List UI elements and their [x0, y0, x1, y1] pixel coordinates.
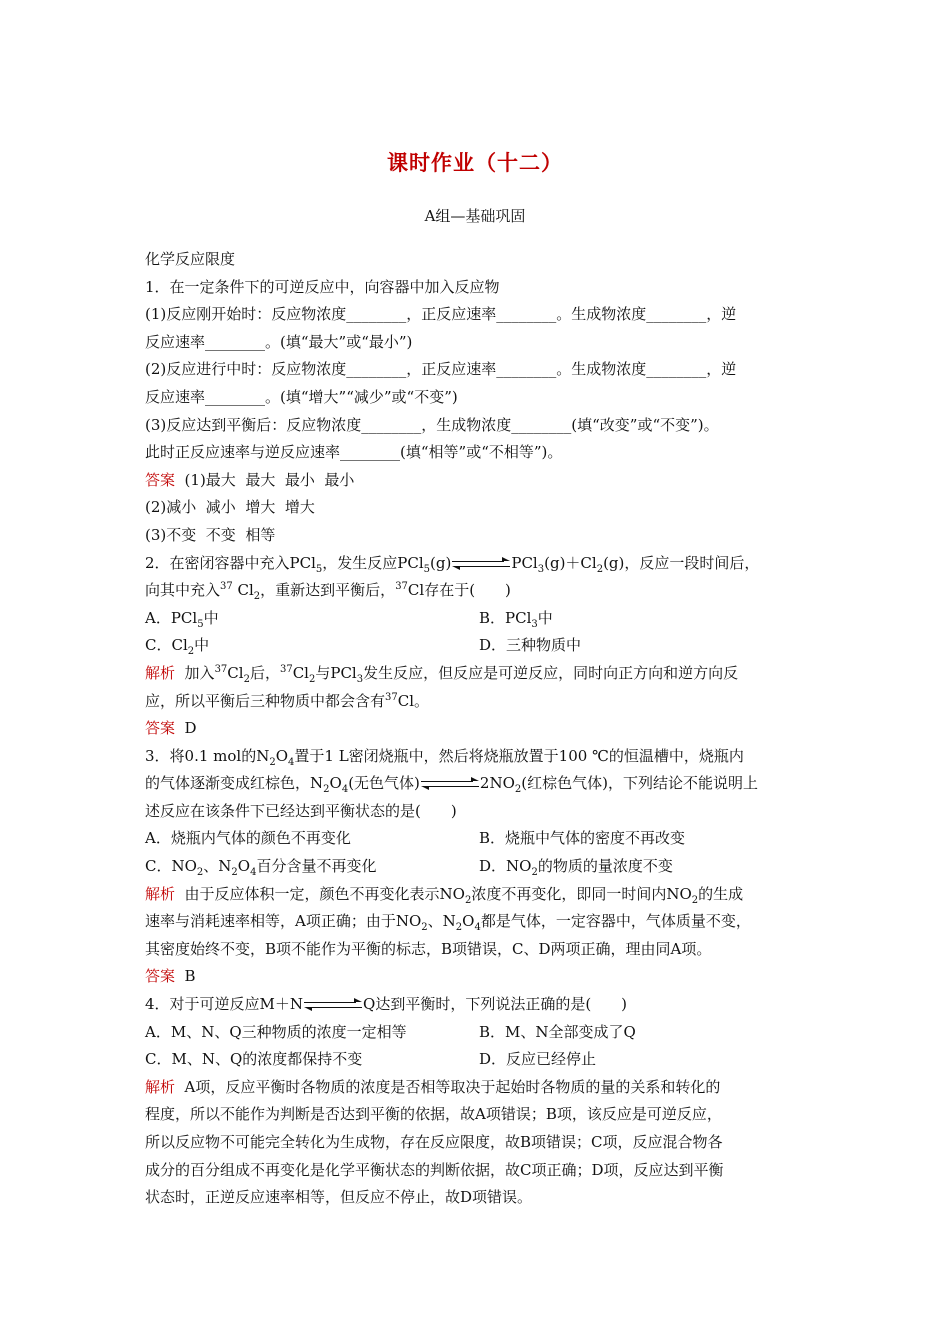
q3-explanation-line: 其密度始终不变，B项不能作为平衡的标志，B项错误，C、D两项正确，理由同A项。: [145, 939, 712, 958]
q1-answer: 答案 (1)最大 最大 最小 最小: [145, 470, 355, 489]
option-c: C．$NO_2$、$N_2O_4$百分含量不再变化: [145, 857, 377, 879]
q3-explanation-line: 速率与消耗速率相等，A项正确；由于$NO_2$、$N_2O_4$都是气体，一定容器中，气体质量不变，: [145, 912, 751, 934]
explanation-label: 解析: [145, 884, 176, 903]
q1-line: 反应速率________。(填“增大”“减少”或“不变”): [145, 387, 458, 406]
option-a: A．PCl$_5$中: [145, 608, 219, 630]
q3-stem-line: 述反应在该条件下已经达到平衡状态的是( ): [145, 801, 457, 820]
q2-stem-line: 向其中充入$^{37}$ $Cl_2$，重新达到平衡后，$^{37}$Cl存在于( ): [145, 581, 511, 603]
q1-line: (1)反应刚开始时：反应物浓度________，正反应速率________。生成物浓度________，逆: [145, 305, 737, 324]
option-b: B．M、N全部变成了Q: [479, 1022, 636, 1041]
q2-options-row: [145, 605, 813, 633]
option-d: D．三种物质中: [479, 636, 582, 655]
q1-stem: 1．在一定条件下的可逆反应中，向容器中加入反应物: [145, 277, 500, 296]
q2-explanation: 解析 加入$^{37}Cl_2$后，$^{37}Cl_2$与PCl$_3$发生反应，但反应是可逆反应，同时向正方向和逆方向反: [145, 663, 739, 685]
option-a: A．烧瓶内气体的颜色不再变化: [145, 829, 351, 848]
q3-explanation: 解析 由于反应体积一定，颜色不再变化表示$NO_2$浓度不再变化，即同一时间内$NO_2$的生成: [145, 884, 744, 906]
equilibrium-arrow: [421, 778, 479, 790]
equilibrium-arrow: [304, 999, 362, 1011]
explanation-label: 解析: [145, 663, 176, 682]
q4-stem: 4．对于可逆反应M＋N Q达到平衡时，下列说法正确的是( ): [145, 995, 628, 1014]
q3-options-row: [145, 853, 813, 881]
q2-options-row: [145, 632, 813, 660]
q3-options-row: [145, 825, 813, 853]
q4-explanation: 解析 A项，反应平衡时各物质的浓度是否相等取决于起始时各物质的量的关系和转化的: [145, 1077, 721, 1096]
q4-explanation-line: 所以反应物不可能完全转化为生成物，存在反应限度，故B项错误；C项，反应混合物各: [145, 1133, 723, 1151]
option-a: A．M、N、Q三种物质的浓度一定相等: [145, 1022, 407, 1041]
q2-answer: 答案 D: [145, 719, 197, 738]
option-d: D．$NO_2$的物质的量浓度不变: [479, 857, 673, 879]
q2-stem: 2．在密闭容器中充入PCl$_5$，发生反应PCl$_5$(g) $PCl_3(g)+Cl_2(g)$，反应一段时间后，: [145, 553, 760, 575]
option-b: B．烧瓶中气体的密度不再改变: [479, 829, 686, 848]
explanation-label: 解析: [145, 1077, 176, 1096]
q4-explanation-line: 成分的百分组成不再变化是化学平衡状态的判断依据，故C项正确；D项，反应达到平衡: [145, 1160, 724, 1179]
q1-line: (3)反应达到平衡后：反应物浓度________，生成物浓度________(填“改变”或“不变”)。: [145, 415, 719, 434]
q1-line: 此时正反应速率与逆反应速率________(填“相等”或“不相等”)。: [145, 443, 563, 462]
q3-answer: 答案 B: [145, 967, 196, 986]
q2-explanation-line: 应，所以平衡后三种物质中都会含有$^{37}$Cl。: [145, 691, 430, 710]
q4-explanation-line: 状态时，正逆反应速率相等，但反应不停止，故D项错误。: [145, 1188, 533, 1207]
q4-explanation-line: 程度，所以不能作为判断是否达到平衡的依据，故A项错误；B项，该反应是可逆反应，: [145, 1105, 722, 1124]
option-c: C．M、N、Q的浓度都保持不变: [145, 1050, 363, 1069]
page-subtitle: A组—基础巩固: [424, 207, 526, 225]
q1-line: 反应速率________。(填“最大”或“最小”): [145, 332, 413, 351]
q3-stem: 3．将0.1 mol的$N_2O_4$置于1 L密闭烧瓶中，然后将烧瓶放置于100 ℃的恒温槽中，烧瓶内: [145, 746, 744, 768]
q4-options-row: [145, 1019, 813, 1047]
option-c: C．$Cl_2$中: [145, 636, 210, 658]
q4-options-row: [145, 1046, 813, 1074]
page-title: 课时作业（十二）: [387, 150, 563, 175]
option-b: B．PCl$_3$中: [479, 608, 553, 630]
section-heading: 化学反应限度: [145, 250, 236, 268]
document-body: [145, 246, 813, 1212]
option-d: D．反应已经停止: [479, 1050, 597, 1069]
answer-label: 答案: [145, 967, 176, 986]
q1-answer-line: (3)不变 不变 相等: [145, 525, 276, 544]
q1-answer-line: (2)减小 减小 增大 增大: [145, 498, 315, 517]
equilibrium-arrow: [452, 558, 510, 570]
q1-line: (2)反应进行中时：反应物浓度________，正反应速率________。生成物浓度________，逆: [145, 360, 737, 379]
q3-stem-line: 的气体逐渐变成红棕色，$N_2O_4$(无色气体) $2NO_2$(红棕色气体)，下列结论不能说明上: [145, 774, 758, 796]
answer-label: 答案: [145, 719, 176, 738]
answer-label: 答案: [145, 470, 176, 489]
